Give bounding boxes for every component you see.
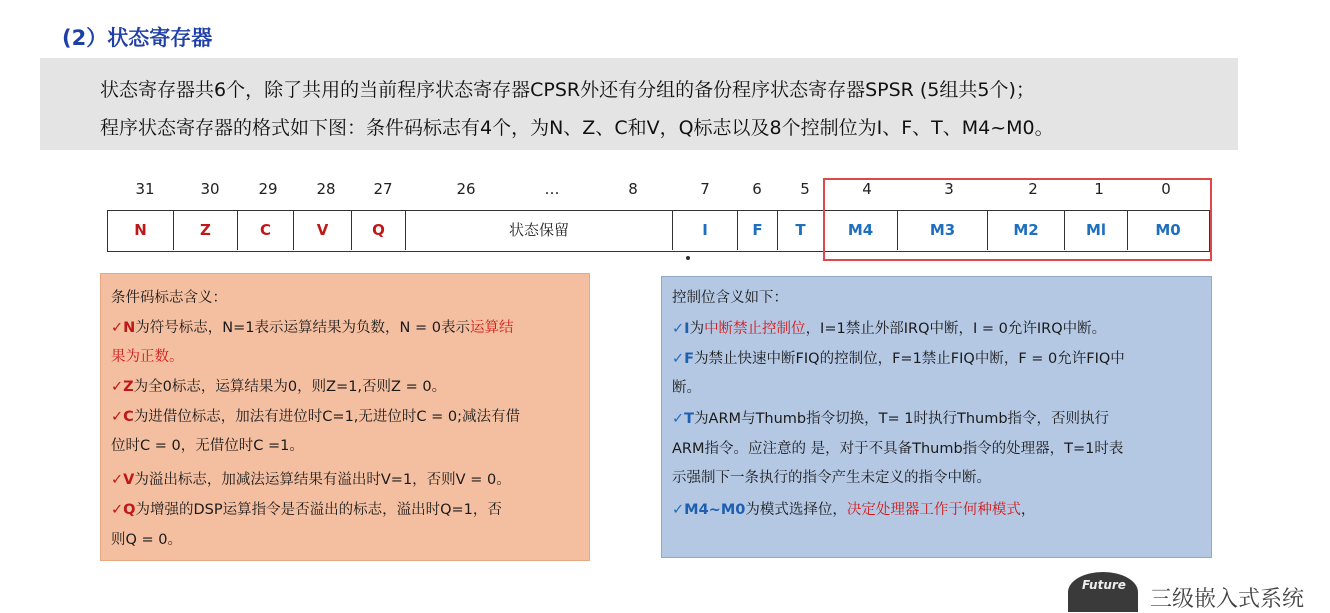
ctrl-text: 为 — [689, 321, 705, 337]
ctrl-t-cont2: 示强制下一条执行的指令产生未定义的指令中断。 — [672, 470, 991, 486]
flag-text: 为符号标志，N=1表示运算结果为负数，N = 0表示 — [135, 320, 470, 336]
ctrl-mode-line — [672, 498, 1035, 519]
bit-number: 4 — [862, 180, 872, 198]
flag-text-red: 运算结 — [469, 320, 514, 336]
register-cell-z: Z — [174, 211, 238, 250]
flag-key: Z — [123, 379, 134, 395]
intro-panel — [40, 58, 1238, 150]
check-icon: ✓ — [672, 351, 685, 367]
bit-number: 2 — [1028, 180, 1038, 198]
flag-text: 为全0标志，运算结果为0，则Z=1,否则Z = 0。 — [133, 379, 447, 395]
flag-key: V — [123, 472, 135, 488]
ctrl-text-red: 决定处理器工作于何种模式 — [846, 502, 1021, 518]
ctrl-key: T — [684, 411, 695, 427]
check-icon: ✓ — [111, 409, 124, 425]
page-title: (2）状态寄存器 — [62, 26, 213, 50]
ctrl-key: M4~M0 — [684, 502, 746, 518]
ctrl-text: ，I=1禁止外部IRQ中断，I = 0允许IRQ中断。 — [805, 321, 1107, 337]
check-icon: ✓ — [672, 321, 685, 337]
register-cell-reserved: 状态保留 — [406, 211, 673, 250]
flag-c-cont: 位时C = 0，无借位时C =1。 — [111, 438, 304, 454]
flag-key: C — [123, 409, 134, 425]
ctrl-text-red: 中断禁止控制位 — [704, 321, 806, 337]
ctrl-text: 为ARM与Thumb指令切换，T= 1时执行Thumb指令，否则执行 — [694, 411, 1110, 427]
bit-number: 6 — [752, 180, 762, 198]
register-cell-v: V — [294, 211, 352, 250]
bit-number: 27 — [373, 180, 393, 198]
register-cell-m1: Ml — [1065, 211, 1128, 250]
bit-number: 3 — [944, 180, 954, 198]
flag-n-cont — [111, 345, 184, 366]
ctrl-key: I — [684, 321, 690, 337]
control-bits-heading: 控制位含义如下： — [672, 290, 788, 306]
register-cell-c: C — [238, 211, 294, 250]
condition-flags-panel — [100, 273, 590, 561]
condition-flags-heading: 条件码标志含义： — [111, 290, 227, 306]
register-cell-n: N — [108, 211, 174, 250]
register-cell-m3: M3 — [898, 211, 988, 250]
logo-text: Future — [1082, 578, 1126, 592]
flag-q-cont: 则Q = 0。 — [111, 532, 183, 548]
register-cell-m4: M4 — [824, 211, 898, 250]
intro-line-2: 程序状态寄存器的格式如下图：条件码标志有4个，为N、Z、C和V，Q标志以及8个控制位为I、F、T、M4~M0。 — [100, 117, 1054, 139]
bit-number: 30 — [200, 180, 220, 198]
flag-text: 为溢出标志，加减法运算结果有溢出时V=1，否则V = 0。 — [134, 472, 511, 488]
flag-z-line — [111, 375, 446, 396]
bit-number: 7 — [700, 180, 710, 198]
check-icon: ✓ — [111, 379, 124, 395]
register-cell-q: Q — [352, 211, 406, 250]
register-cell-t: T — [778, 211, 824, 250]
pointer-dot — [686, 256, 690, 260]
check-icon: ✓ — [672, 502, 685, 518]
register-cell-m2: M2 — [988, 211, 1065, 250]
ctrl-t-cont: ARM指令。应注意的 是，对于不具备Thumb指令的处理器，T=1时表 — [672, 441, 1124, 457]
check-icon: ✓ — [111, 502, 124, 518]
mode-bits-highlight — [823, 178, 1212, 261]
bit-number: 5 — [800, 180, 810, 198]
flag-v-line — [111, 468, 511, 489]
footer-label: 三级嵌入式系统 — [1150, 587, 1305, 612]
ctrl-i-line — [672, 317, 1106, 338]
control-bits-panel — [661, 276, 1212, 558]
future-logo — [1068, 572, 1138, 612]
check-icon: ✓ — [111, 472, 124, 488]
bit-number: 28 — [316, 180, 336, 198]
bit-number: 8 — [628, 180, 638, 198]
check-icon: ✓ — [111, 320, 124, 336]
bit-number: … — [544, 180, 560, 198]
bit-number: 29 — [258, 180, 278, 198]
flag-text-red: 果为正数。 — [111, 349, 184, 365]
ctrl-f-line — [672, 347, 1125, 368]
register-cell-f: F — [738, 211, 778, 250]
flag-key: Q — [123, 502, 136, 518]
ctrl-key: F — [684, 351, 695, 367]
flag-text: 为增强的DSP运算指令是否溢出的标志，溢出时Q=1，否 — [135, 502, 502, 518]
flag-text: 为进借位标志，加法有进位时C=1,无进位时C = 0;减法有借 — [133, 409, 521, 425]
intro-line-1: 状态寄存器共6个，除了共用的当前程序状态寄存器CPSR外还有分组的备份程序状态寄存器SPSR (5组共5个)； — [100, 79, 1035, 101]
check-icon: ✓ — [672, 411, 685, 427]
bit-number: 0 — [1161, 180, 1171, 198]
bit-number: 31 — [135, 180, 155, 198]
ctrl-text: 为模式选择位， — [745, 502, 847, 518]
ctrl-text: 为禁止快速中断FIQ的控制位，F=1禁止FIQ中断，F = 0允许FIQ中 — [694, 351, 1125, 367]
bit-number: 26 — [456, 180, 476, 198]
flag-key: N — [123, 320, 136, 336]
register-cell-m0: M0 — [1155, 221, 1181, 239]
flag-c-line — [111, 405, 520, 426]
flag-q-line — [111, 498, 502, 519]
flag-n-line — [111, 316, 513, 337]
ctrl-text: ， — [1020, 502, 1036, 518]
register-cell-i: I — [673, 211, 738, 250]
bit-number: 1 — [1094, 180, 1104, 198]
ctrl-f-cont: 断。 — [672, 380, 701, 396]
ctrl-t-line — [672, 407, 1109, 428]
